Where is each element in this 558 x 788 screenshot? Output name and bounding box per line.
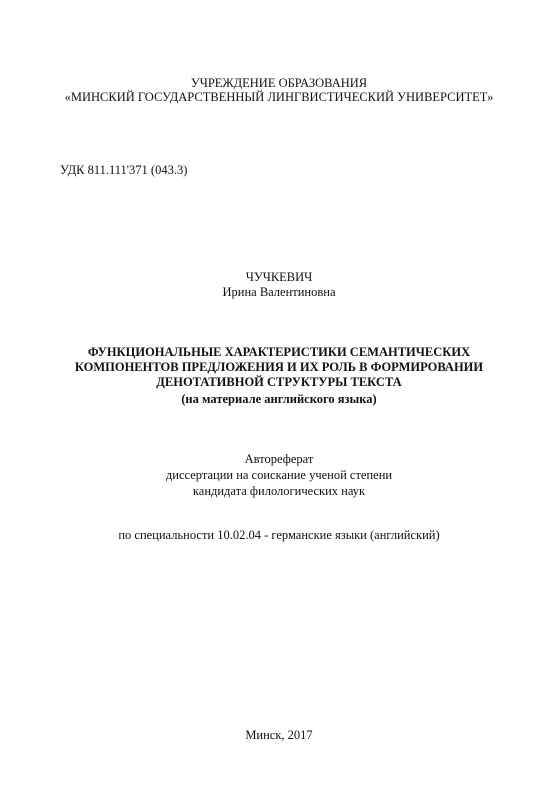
institution-type: УЧРЕЖДЕНИЕ ОБРАЗОВАНИЯ	[190, 76, 368, 90]
place-year: Минск, 2017	[245, 728, 313, 742]
abstract-degree-line: диссертации на соискание ученой степени	[165, 468, 393, 482]
author-given-names: Ирина Валентиновна	[222, 285, 336, 299]
institution-name: «МИНСКИЙ ГОСУДАРСТВЕННЫЙ ЛИНГВИСТИЧЕСКИЙ УНИВЕРСИТЕТ»	[64, 90, 494, 104]
udc-code: УДК 811.111'371 (043.3)	[60, 163, 188, 177]
title-line-1: ФУНКЦИОНАЛЬНЫЕ ХАРАКТЕРИСТИКИ СЕМАНТИЧЕСКИХ	[87, 345, 471, 359]
abstract-label: Автореферат	[244, 452, 314, 466]
title-line-2: КОМПОНЕНТОВ ПРЕДЛОЖЕНИЯ И ИХ РОЛЬ В ФОРМИРОВАНИИ	[74, 360, 484, 374]
specialty-line: по специальности 10.02.04 - германские языки (английский)	[118, 528, 440, 542]
title-subtitle: (на материале английского языка)	[181, 392, 377, 406]
title-line-3: ДЕНОТАТИВНОЙ СТРУКТУРЫ ТЕКСТА	[156, 375, 402, 389]
abstract-science-line: кандидата филологических наук	[192, 484, 366, 498]
author-surname: ЧУЧКЕВИЧ	[245, 270, 313, 284]
